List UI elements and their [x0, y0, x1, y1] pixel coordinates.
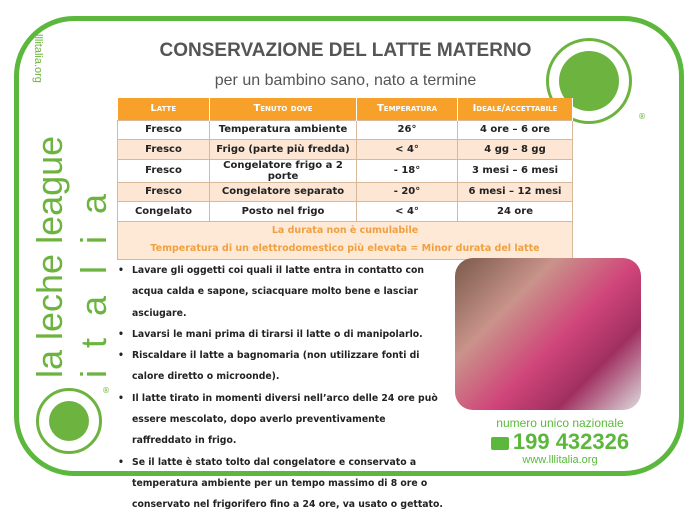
- note-cumulative: La durata non è cumulabile: [271, 225, 419, 236]
- registered-mark-right: ®: [638, 112, 646, 121]
- brand-name-vertical: la leche league: [29, 135, 70, 378]
- col-header: Ideale/accettabile: [458, 98, 573, 120]
- table-cell: Congelato: [118, 202, 210, 222]
- table-cell: Frigo (parte più fredda): [210, 140, 357, 160]
- table-row: [118, 120, 573, 140]
- table-cell: 6 mesi – 12 mesi: [458, 182, 573, 202]
- note-temperature: Temperatura di un elettrodomestico più elevata = Minor durata del latte: [150, 243, 540, 254]
- table-cell: 3 mesi – 6 mesi: [458, 159, 573, 182]
- storage-table: [117, 98, 573, 260]
- page-subtitle: per un bambino sano, nato a termine: [214, 72, 477, 89]
- website-link[interactable]: www.lllitalia.org: [522, 454, 598, 466]
- table-cell: - 20°: [357, 182, 458, 202]
- table-note-row: [118, 221, 573, 259]
- guidelines-list: [118, 260, 448, 516]
- table-cell: Fresco: [118, 182, 210, 202]
- list-item: • Lavare gli oggetti coi quali il latte entra in contatto con acqua calda e sapone, sciacquare molto bene e lasciar asciugare.: [118, 260, 448, 324]
- list-item: • Se il latte è stato tolto dal congelatore e conservato a temperatura ambiente per un tempo massimo di 8 ore o conservato nel frigorifero fino a 24 ore, va usato o gettato.: [118, 452, 448, 516]
- phone-icon: [491, 437, 509, 450]
- vertical-website: lllitalia.org: [32, 34, 44, 83]
- table-cell: 24 ore: [458, 202, 573, 222]
- table-cell: Temperatura ambiente: [210, 120, 357, 140]
- phone-number: 199 432326: [512, 429, 630, 454]
- table-note: [118, 221, 573, 259]
- table-cell: 4 ore – 6 ore: [458, 120, 573, 140]
- breastfeeding-photo: [455, 258, 641, 410]
- table-cell: Congelatore frigo a 2 porte: [210, 159, 357, 182]
- lll-logo-left: [36, 388, 102, 454]
- table-header: [118, 98, 573, 120]
- table-cell: Fresco: [118, 120, 210, 140]
- table-row: [118, 182, 573, 202]
- contact-block: [470, 416, 650, 466]
- table-cell: Fresco: [118, 159, 210, 182]
- brand-italia-vertical: italia: [73, 171, 114, 378]
- contact-label: numero unico nazionale: [496, 416, 624, 430]
- registered-mark: ®: [102, 386, 110, 395]
- table-cell: - 18°: [357, 159, 458, 182]
- table-cell: Fresco: [118, 140, 210, 160]
- table-cell: < 4°: [357, 202, 458, 222]
- list-item: • Lavarsi le mani prima di tirarsi il latte o di manipolarlo.: [118, 324, 448, 345]
- table-cell: 26°: [357, 120, 458, 140]
- col-header: Tenuto dove: [210, 98, 357, 120]
- col-header: Temperatura: [357, 98, 458, 120]
- table-row: [118, 202, 573, 222]
- table-row: [118, 159, 573, 182]
- table-cell: Congelatore separato: [210, 182, 357, 202]
- table-cell: < 4°: [357, 140, 458, 160]
- page-title: CONSERVAZIONE DEL LATTE MATERNO: [159, 40, 532, 61]
- list-item: • Riscaldare il latte a bagnomaria (non utilizzare fonti di calore diretto o microonde).: [118, 345, 448, 388]
- table-cell: 4 gg – 8 gg: [458, 140, 573, 160]
- table-row: [118, 140, 573, 160]
- col-header: Latte: [118, 98, 210, 120]
- table-cell: Posto nel frigo: [210, 202, 357, 222]
- list-item: • Il latte tirato in momenti diversi nell’arco delle 24 ore può essere mescolato, dopo averlo preventivamente raffreddato in frigo.: [118, 388, 448, 452]
